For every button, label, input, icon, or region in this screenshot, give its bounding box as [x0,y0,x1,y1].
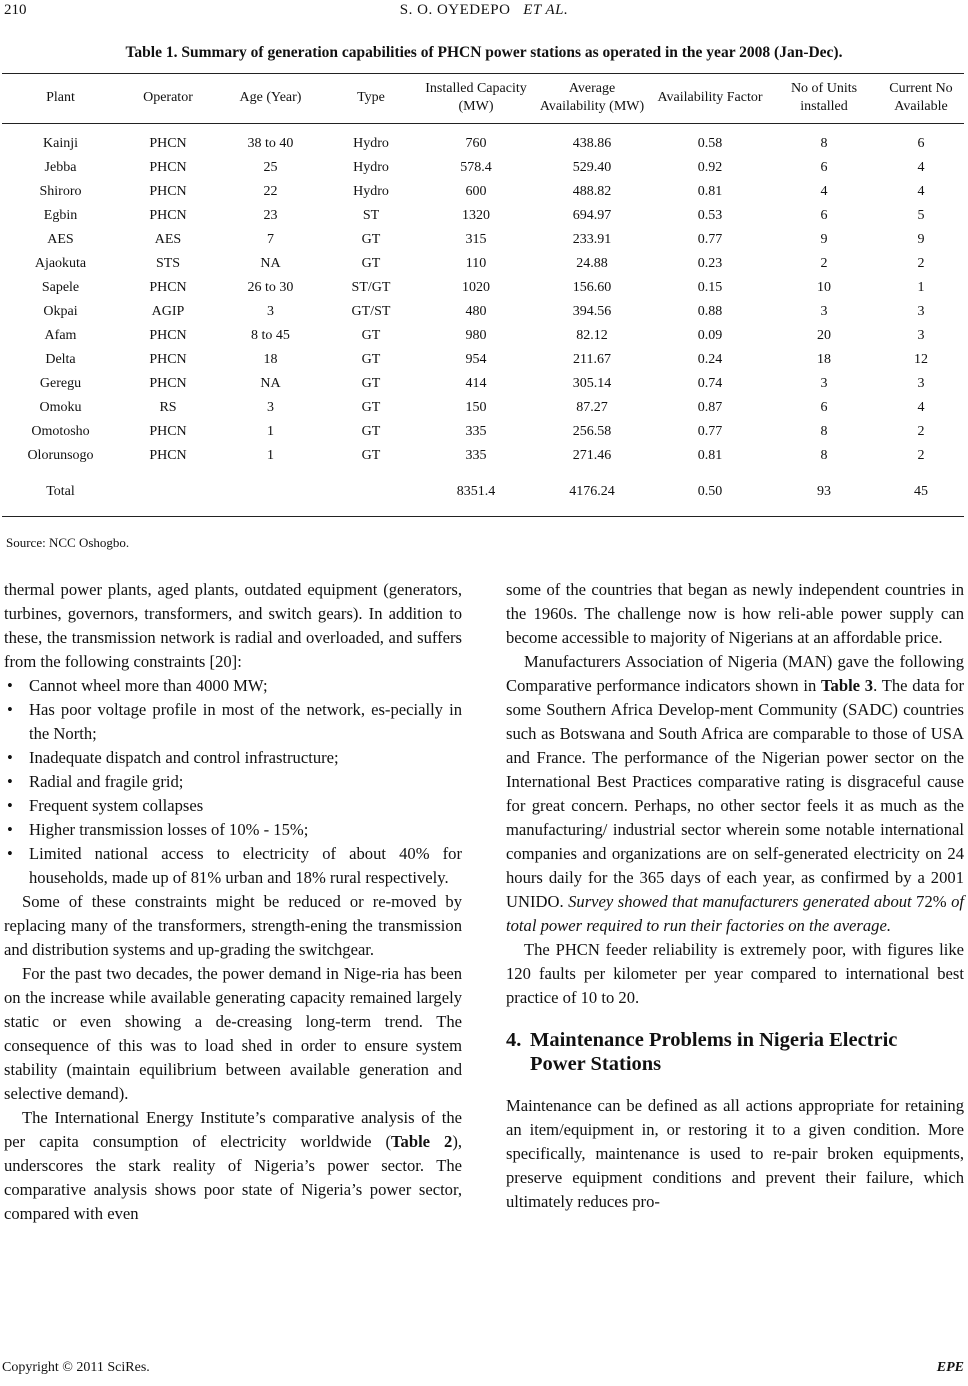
cell-average-availability: 488.82 [572,184,612,199]
constraint-text: Has poor voltage profile in most of the network, es-pecially in the North; [29,700,462,743]
cell-availability-factor: 0.87 [697,400,723,415]
cell-operator: PHCN [149,160,187,175]
cell-average-availability: 529.40 [572,160,612,175]
cell-availability-factor: 0.88 [697,304,723,319]
constraint-text: Frequent system collapses [29,796,204,815]
constraints-list [4,674,462,890]
total-cell-type [324,468,418,517]
cell-units-installed: 6 [820,208,828,223]
right-text-column [506,578,964,1214]
cell-units-installed: 3 [820,376,828,391]
left-paragraph-2: Some of these constraints might be reduced or re-moved by replacing many of the transformers, strength-ening the transmission and distribution systems and up-grading the switchgear. [4,892,462,959]
total-cell-plant: Total [2,468,119,517]
cell-availability-factor: 0.77 [697,424,723,439]
col-header-plant: Plant [2,74,119,124]
cell-type: Hydro [353,184,389,199]
col-header-operator: Operator [119,74,217,124]
cell-availability-factor: 0.74 [697,376,723,391]
cell-units-installed: 6 [820,400,828,415]
cell-average-availability: 256.58 [572,424,612,439]
cell-plant: Jebba [44,160,77,175]
cell-installed-capacity: 315 [465,232,487,247]
constraint-list-item [4,770,462,794]
cell-operator: PHCN [149,352,187,367]
table-row [2,276,964,300]
table-source: Source: NCC Oshogbo. [6,535,130,550]
left-paragraph-3: For the past two decades, the power demand in Nige-ria has been on the increase while available generating capacity remained largely static or even showing a de-creasing long-term trend. The consequence of this was to load shed in order to ensure system stability (maintain equilibrium between available generation and selective demand). [4,964,462,1103]
cell-units-installed: 9 [820,232,828,247]
constraint-list-item [4,674,462,698]
cell-average-availability: 271.46 [572,448,612,463]
col-header-installed-capacity: Installed Capacity (MW) [418,74,534,124]
constraint-text: Higher transmission losses of 10% - 15%; [29,820,309,839]
cell-installed-capacity: 335 [465,448,487,463]
cell-current-available: 5 [917,208,925,223]
table-header-row [2,74,964,124]
cell-installed-capacity: 480 [465,304,487,319]
cell-current-available: 3 [917,304,925,319]
cell-type: GT [361,424,381,439]
cell-type: GT [361,400,381,415]
cell-plant: AES [47,232,74,247]
bullet-icon: • [7,820,13,839]
cell-average-availability: 82.12 [576,328,608,343]
cell-type: Hydro [353,160,389,175]
table-body [2,124,964,517]
cell-installed-capacity: 414 [465,376,487,391]
cell-availability-factor: 0.53 [697,208,723,223]
running-head [0,2,968,19]
bullet-icon: • [7,748,13,767]
cell-type: GT [361,328,381,343]
table-row [2,124,964,157]
total-cell-average-availability: 4176.24 [534,468,650,517]
cell-average-availability: 24.88 [576,256,608,271]
left-text-column [4,578,462,1226]
cell-units-installed: 6 [820,160,828,175]
section-title-line-1: Maintenance Problems in Nigeria Electric [530,1029,898,1051]
table-row [2,396,964,420]
cell-plant: Afam [44,328,77,343]
cell-units-installed: 8 [820,448,828,463]
right-paragraph-4: Maintenance can be defined as all actions appropriate for retaining an item/equipment in, or restoring it to a given condition. More specifically, maintenance is used to re-pair broken equipments, preserve equipment conditions and prevent their failure, which ultimately reduces pro- [506,1096,964,1211]
cell-units-installed: 3 [820,304,828,319]
cell-plant: Okpai [43,304,78,319]
cell-average-availability: 87.27 [576,400,608,415]
left-p4-text-a: The International Energy Institute’s comparative analysis of the per capita consumption of electricity worldwide ( [4,1108,462,1151]
cell-installed-capacity: 578.4 [460,160,492,175]
cell-availability-factor: 0.58 [697,136,723,151]
left-paragraph-4 [4,1106,462,1226]
cell-operator: PHCN [149,424,187,439]
cell-type: GT [361,352,381,367]
section-title-line-2: Power Stations [530,1053,662,1075]
col-header-current-available: Current No Available [878,74,964,124]
constraint-text: Limited national access to electricity of about 40% for households, made up of 81% urban and 18% rural respectively. [29,844,462,887]
cell-average-availability: 305.14 [572,376,612,391]
table-row [2,252,964,276]
cell-age: 18 [263,352,278,367]
cell-plant: Kainji [43,136,78,151]
cell-average-availability: 233.91 [572,232,612,247]
total-cell-operator [119,468,217,517]
cell-age: 8 to 45 [251,328,290,343]
constraint-text: Inadequate dispatch and control infrastructure; [29,748,339,767]
table-row [2,180,964,204]
bullet-icon: • [7,676,13,695]
cell-plant: Sapele [41,280,80,295]
cell-current-available: 1 [917,280,925,295]
cell-average-availability: 438.86 [572,136,612,151]
cell-age: 1 [267,448,274,463]
col-header-average-availability: Average Availability (MW) [534,74,650,124]
page-number: 210 [4,2,27,18]
generation-table [2,73,964,517]
cell-average-availability: 394.56 [572,304,612,319]
cell-plant: Olorunsogo [27,448,94,463]
cell-operator: PHCN [149,448,187,463]
cell-operator: AES [154,232,182,247]
cell-age: 23 [263,208,278,223]
cell-average-availability: 211.67 [573,352,611,367]
cell-current-available: 3 [917,328,925,343]
cell-age: NA [260,256,281,271]
table-row [2,156,964,180]
running-head-authors: S. O. OYEDEPO [399,2,511,18]
total-cell-installed-capacity: 8351.4 [418,468,534,517]
cell-availability-factor: 0.81 [697,448,723,463]
bullet-icon: • [7,700,13,719]
cell-plant: Egbin [43,208,78,223]
cell-type: ST/GT [351,280,391,295]
total-cell-units-installed: 93 [770,468,878,517]
left-paragraph-1: thermal power plants, aged plants, outdated equipment (generators, turbines, governors, transformers, and switch gears). In addition to these, the transmission network is radial and overloaded, and suffers from the following constraints [20]: [4,580,462,671]
cell-installed-capacity: 110 [465,256,487,271]
cell-plant: Delta [45,352,76,367]
table-total-row [2,468,964,517]
table-3-reference: Table 3 [821,676,874,695]
cell-operator: PHCN [149,376,187,391]
cell-current-available: 2 [917,448,925,463]
right-p2-italic-b: of total power required to run their factories on the average. [506,892,964,935]
cell-age: 26 to 30 [247,280,294,295]
cell-average-availability: 156.60 [572,280,612,295]
section-4-heading [506,1028,964,1076]
cell-availability-factor: 0.15 [697,280,723,295]
constraint-list-item [4,818,462,842]
constraint-text: Cannot wheel more than 4000 MW; [29,676,268,695]
cell-plant: Ajaokuta [34,256,87,271]
table-row [2,372,964,396]
bullet-icon: • [7,796,13,815]
cell-availability-factor: 0.81 [697,184,723,199]
footer-copyright: Copyright © 2011 SciRes. [2,1360,150,1375]
cell-installed-capacity: 335 [465,424,487,439]
table-row [2,348,964,372]
cell-current-available: 4 [917,160,925,175]
cell-age: 3 [267,304,274,319]
cell-current-available: 3 [917,376,925,391]
cell-installed-capacity: 150 [465,400,487,415]
constraint-list-item [4,842,462,890]
cell-age: 7 [267,232,274,247]
cell-availability-factor: 0.23 [697,256,723,271]
cell-units-installed: 8 [820,424,828,439]
cell-availability-factor: 0.24 [697,352,723,367]
cell-age: 38 to 40 [247,136,294,151]
cell-operator: AGIP [151,304,185,319]
cell-plant: Omotosho [31,424,90,439]
total-cell-age [217,468,324,517]
cell-installed-capacity: 1320 [462,208,490,223]
cell-units-installed: 18 [817,352,831,367]
cell-plant: Omoku [39,400,82,415]
cell-type: GT/ST [351,304,391,319]
right-p2-text-a: Manufacturers Association of Nigeria (MAN) gave the following Comparative performance indicators shown in [506,652,964,695]
table-caption: Table 1. Summary of generation capabilities of PHCN power stations as operated in the year 2008 (Jan-Dec). [125,44,843,61]
cell-current-available: 12 [914,352,928,367]
section-number: 4. [506,1029,522,1051]
cell-type: GT [361,376,381,391]
cell-operator: STS [155,256,181,271]
cell-current-available: 6 [917,136,925,151]
cell-current-available: 2 [917,256,925,271]
right-p2-italic-a: Survey showed that manufacturers generated about [568,892,917,911]
constraint-list-item [4,794,462,818]
constraint-list-item [4,746,462,770]
cell-current-available: 4 [917,184,925,199]
cell-current-available: 4 [917,400,925,415]
cell-current-available: 2 [917,424,925,439]
cell-operator: PHCN [149,280,187,295]
cell-age: 3 [267,400,274,415]
table-row [2,228,964,252]
cell-operator: RS [159,400,177,415]
table-row [2,324,964,348]
cell-type: GT [361,448,381,463]
total-cell-availability-factor: 0.50 [650,468,770,517]
right-p2-percent: 72% [916,892,947,911]
cell-availability-factor: 0.77 [697,232,723,247]
col-header-type: Type [324,74,418,124]
cell-units-installed: 4 [820,184,828,199]
cell-installed-capacity: 600 [465,184,487,199]
running-head-et-al: ET AL. [523,2,569,18]
col-header-units-installed: No of Units installed [770,74,878,124]
cell-operator: PHCN [149,208,187,223]
cell-operator: PHCN [149,136,187,151]
right-paragraph-3: The PHCN feeder reliability is extremely poor, with figures like 120 faults per kilometer per year compared to international best practice of 10 to 20. [506,940,964,1007]
cell-installed-capacity: 954 [465,352,487,367]
total-cell-current-available: 45 [878,468,964,517]
constraint-text: Radial and fragile grid; [29,772,184,791]
footer-journal: EPE [936,1360,964,1375]
table-row [2,300,964,324]
constraint-list-item [4,698,462,746]
cell-type: GT [361,232,381,247]
bullet-icon: • [7,844,13,863]
cell-units-installed: 10 [817,280,831,295]
cell-availability-factor: 0.92 [697,160,723,175]
cell-type: GT [361,256,381,271]
cell-units-installed: 2 [820,256,828,271]
left-p4-text-b: ), underscores the stark reality of Nigeria’s power sector. The comparative analysis shows poor state of Nigeria’s power sector, compared with even [4,1132,462,1223]
col-header-age: Age (Year) [217,74,324,124]
right-paragraph-1: some of the countries that began as newly independent countries in the 1960s. The challenge now is how reli-able power supply can become accessible to majority of Nigerians at an affordable price. [506,580,964,647]
cell-average-availability: 694.97 [572,208,612,223]
cell-age: 22 [263,184,278,199]
table-2-reference: Table 2 [391,1132,453,1151]
cell-units-installed: 8 [820,136,828,151]
cell-plant: Shiroro [39,184,82,199]
col-header-availability-factor: Availability Factor [650,74,770,124]
bullet-icon: • [7,772,13,791]
cell-installed-capacity: 980 [465,328,487,343]
cell-operator: PHCN [149,184,187,199]
cell-age: 1 [267,424,274,439]
right-p2-text-b: . The data for some Southern Africa Develop-ment Community (SADC) countries such as Botswana and South Africa are comparable to those of USA and France. The performance of the Nigerian power sector on the International Best Practices comparative rating is disgraceful cause for great concern. Perhaps, no other sector feels it as much as the manufacturing/ industrial sector wherein some notable international companies and organizations are on self-generated electricity on 24 hours daily for the 365 days of each year, as confirmed by a 2001 UNIDO. [506,676,965,911]
cell-installed-capacity: 1020 [462,280,490,295]
cell-installed-capacity: 760 [465,136,487,151]
cell-operator: PHCN [149,328,187,343]
cell-plant: Geregu [39,376,82,391]
cell-units-installed: 20 [817,328,831,343]
cell-type: Hydro [353,136,389,151]
cell-current-available: 9 [917,232,925,247]
cell-availability-factor: 0.09 [697,328,723,343]
cell-age: 25 [263,160,278,175]
right-paragraph-2 [506,650,964,938]
table-row [2,420,964,444]
table-row [2,204,964,228]
cell-type: ST [362,208,380,223]
table-row [2,444,964,468]
cell-age: NA [260,376,281,391]
